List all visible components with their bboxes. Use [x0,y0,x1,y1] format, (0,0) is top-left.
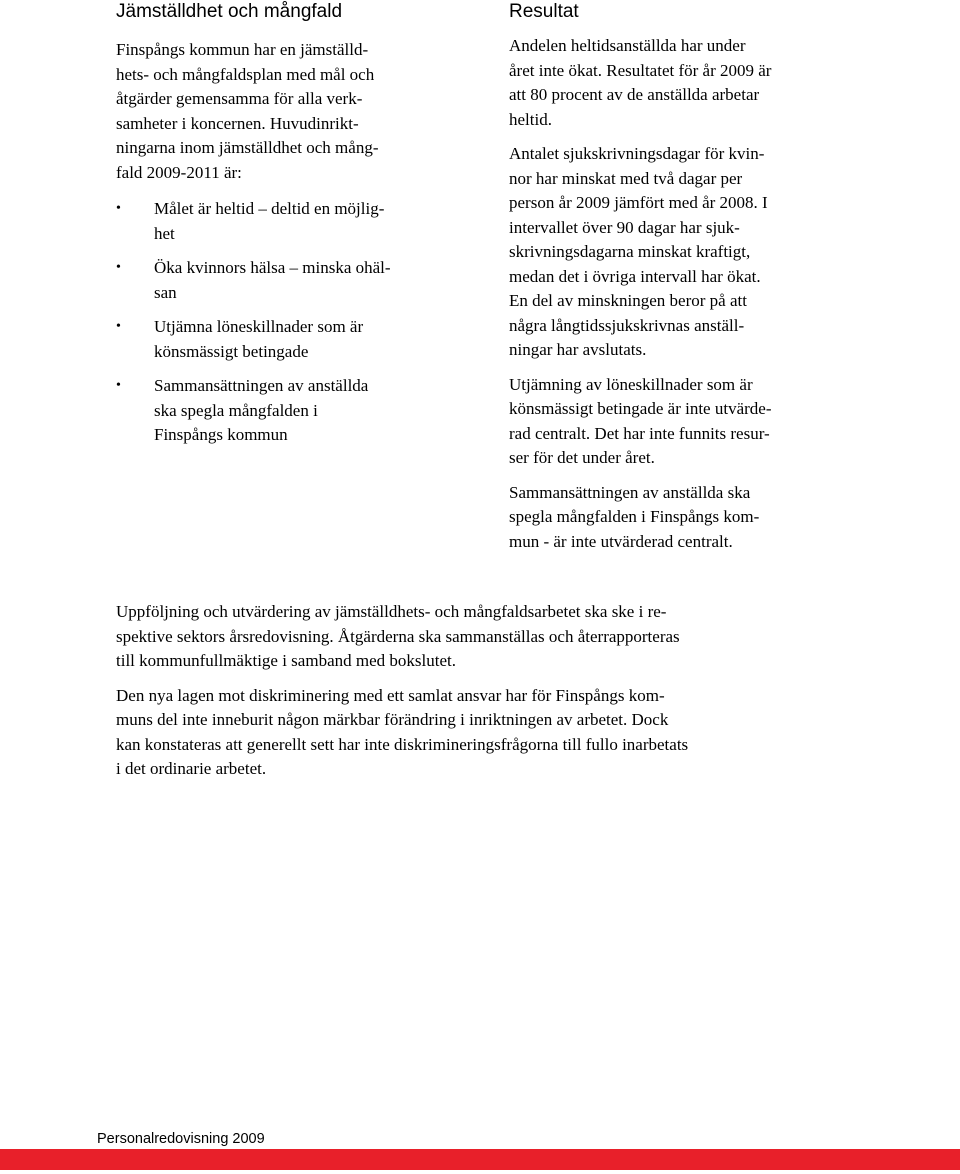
results-paragraph [509,34,844,132]
section-heading-results: Resultat [509,1,579,22]
text-line: året inte ökat. Resultatet för år 2009 är [509,60,772,80]
text-line: åtgärder gemensamma för alla verk- [116,89,363,108]
footer-bar [0,1149,960,1170]
text-line: Finspångs kommun [154,425,288,444]
left-column [116,0,456,458]
text-line: En del av minskningen beror på att [509,291,747,310]
text-line: Uppföljning och utvärdering av jämställdhets- och mångfaldsarbetet ska ske i re- [116,602,667,621]
text-line: mun - är inte utvärderad centralt. [509,531,733,551]
text-line: ningar har avslutats. [509,340,647,359]
text-line: Andelen heltidsanställda har under [509,36,746,55]
section-heading-equality: Jämställdhet och mångfald [116,1,343,22]
footer-title: Personalredovisning 2009 [97,1131,265,1147]
text-line: samheter i koncernen. Huvudinrikt- [116,113,359,133]
text-line: rad centralt. Det har inte funnits resur- [509,423,770,443]
text-line: till kommunfullmäktige i samband med bokslutet. [116,651,456,670]
bottom-section [116,600,846,792]
text-line: Sammansättningen av anställda [154,376,369,395]
text-line: Utjämning av löneskillnader som är [509,374,753,394]
text-line: skrivningsdagarna minskat kraftigt, [509,242,751,261]
text-line: Sammansättningen av anställda ska [509,482,751,502]
text-line: Utjämna löneskillnader som är [154,317,364,336]
results-paragraph [509,142,844,363]
text-line: könsmässigt betingade är inte utvärde- [509,399,772,418]
text-line: Öka kvinnors hälsa – minska ohäl- [154,258,391,277]
text-line: fald 2009-2011 är: [116,162,242,182]
text-line: Antalet sjukskrivningsdagar för kvin- [509,144,765,163]
text-line: hets- och mångfaldsplan med mål och [116,64,375,84]
text-line: ser för det under året. [509,448,655,467]
results-paragraph [509,481,844,555]
results-paragraph [509,373,844,471]
list-item [116,197,456,246]
intro-paragraph [116,38,456,185]
text-line: heltid. [509,109,552,129]
text-line: het [154,223,175,243]
text-line: Den nya lagen mot diskriminering med ett samlat ansvar har för Finspångs kom- [116,685,665,705]
text-line: i det ordinarie arbetet. [116,759,267,778]
right-column [509,0,844,564]
text-line: ningarna inom jämställdhet och mång- [116,138,379,157]
text-line: att 80 procent av de anställda arbetar [509,85,760,104]
text-line: spektive sektors årsredovisning. Åtgärderna ska sammanställas och återrapporteras [116,626,680,646]
text-line: spegla mångfalden i Finspångs kom- [509,507,760,526]
list-item [116,256,456,305]
text-line: san [154,282,177,302]
bullet-icon: • [116,260,121,275]
bullet-icon: • [116,378,121,393]
text-line: medan det i övriga intervall har ökat. [509,266,761,286]
text-line: Finspångs kommun har en jämställd- [116,40,369,59]
text-line: ska spegla mångfalden i [154,400,318,420]
body-paragraph [116,600,846,674]
list-item [116,374,456,448]
bullet-icon: • [116,319,121,334]
text-line: nor har minskat med två dagar per [509,168,743,188]
text-line: intervallet över 90 dagar har sjuk- [509,217,740,237]
bullet-icon: • [116,201,121,216]
text-line: några långtidssjukskrivnas anställ- [509,315,745,335]
list-item [116,315,456,364]
text-line: kan konstateras att generellt sett har inte diskrimineringsfrågorna till fullo inarbetats [116,734,689,754]
text-line: muns del inte inneburit någon märkbar förändring i inriktningen av arbetet. Dock [116,710,669,729]
text-line: Målet är heltid – deltid en möjlig- [154,199,385,218]
body-paragraph [116,684,846,782]
text-line: person år 2009 jämfört med år 2008. I [509,193,768,212]
goals-list [116,197,456,448]
text-line: könsmässigt betingade [154,341,309,361]
